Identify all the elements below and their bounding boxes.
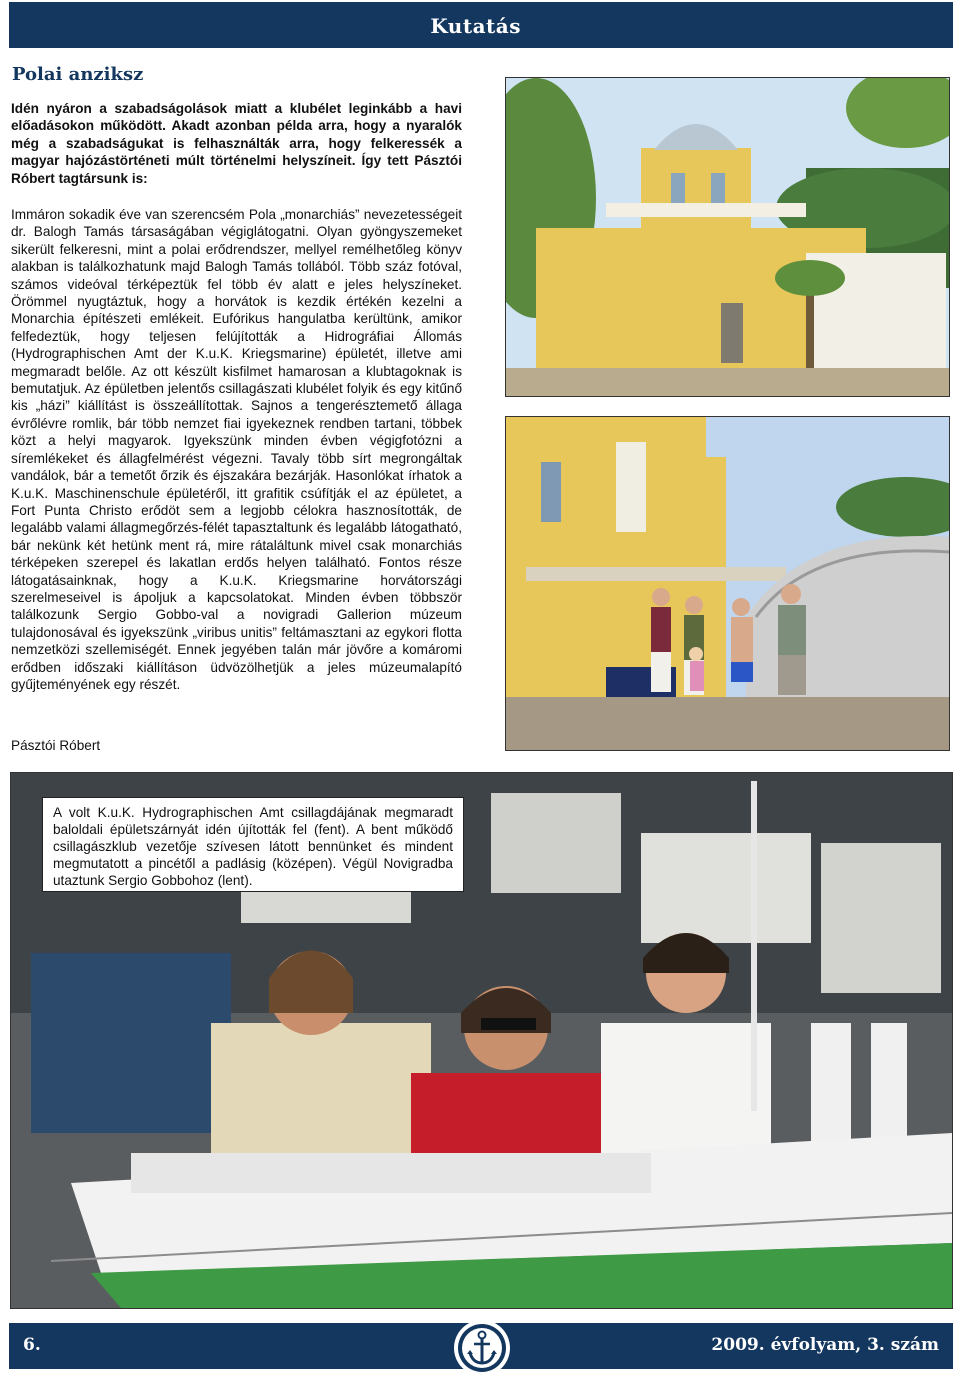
- article-title: Polai anziksz: [12, 64, 144, 85]
- group-at-observatory-photo: [505, 416, 950, 751]
- header-bar: [9, 2, 953, 48]
- article-body: Immáron sokadik éve van szerencsém Pola „monarchiás” nevezetességeit dr. Balogh Tamás társaságában végiglátogatni. Olyan gyöngyszemeket sikerült felkeresni, mint a polai erődrendszer, mellyel remélhetőleg könyv alakban is találkozhatunk majd Balogh Tamás tollából. Több száz fotóval, számos videóval térképeztük fel több év alatt e jeles helyszíneket. Örömmel nyugtáztuk, hogy a horvátok is kezdik értékén kezelni a Monarchia építészeti emlékeit. Eufórikus hangulatba kerültünk, amikor felfedeztük, hogy teljesen felújították a Hidrográfiai Állomás (Hydrographischen Amt der K.u.K. Kriegsmarine) épületét, illetve ami megmaradt belőle. Az ott készült kisfilmet hamarosan a klubtagoknak is bemutatjuk. Az épületben jelentős csillagászati klubélet folyik és egy kitűnő kis „házi” kiállítást is összeállítottak. Sajnos a tengerésztemető állaga évrőlévre romlik, bár több nemzet fiai igyekeznek rendben tartani, többek közt a helyi magyarok. Igyekszünk minden évben végigfotózni a síremlékeket és állagfelmérést végezni. Tavaly több sírt megrongáltak vandálok, bár a temetőt őrzik és éjszakára bezárják. Hasonlókat írhatok a K.u.K. Maschinenschule épületéről, itt grafitik csúfítják el az épületet, a Fort Punta Christo erődöt sem a legjobb célokra hasznosították, de legalább valami állagmegőrzés-félét tapasztaltunk és legalább látogatható, bár nekünk két hetünk ment rá, mire rátaláltunk mivel csak monarchiás térképeken szerepel és lakatlan erdős helyen található. Fontos része látogatásainknak, hogy a K.u.K. Kriegsmarine horvátországi szerelmeseivel is ápoljuk a kapcsolatokat. Minden évben többször találkozunk Sergio Gobbo-val a novigradi Gallerion múzeum tulajdonosával és igyekszünk „viribus unitis” feltámasztani az egykori flotta nemzetközi szellemiségét. Ennek jegyében talán már jövőre a komáromi erődben időszaki kiállításon üdvözölhetjük a jeles múzeumalapító gyűjteményének egy részét.: [11, 207, 462, 692]
- photo-caption: A volt K.u.K. Hydrographischen Amt csillagdájának megmaradt baloldali épületszárnyát idén újították fel (fent). A bent működő csillagászklub vezetője szívesen látott bennünket és mindent megmutatott a pincétől a padlásig (középen). Végül Novigradba utaztunk Sergio Gobbohoz (lent).: [42, 797, 464, 892]
- anchor-icon: [453, 1319, 511, 1377]
- article-intro: Idén nyáron a szabadságolások miatt a klubélet leginkább a havi előadásokon működött. Akadt azonban példa arra, hogy a nyaralók még a szabadságukat is felhasználták arra, hogy felkeressék a magyar hajózástörténeti múlt történelmi helyszíneit. Így tett Pásztói Róbert tagtársunk is:: [11, 101, 462, 186]
- observatory-building-photo: [505, 77, 950, 397]
- page-number: 6.: [23, 1335, 41, 1355]
- volume-info: 2009. évfolyam, 3. szám: [711, 1335, 939, 1355]
- footer-bar: [9, 1323, 953, 1369]
- article-author: Pásztói Róbert: [11, 738, 101, 753]
- section-title: Kutatás: [430, 14, 521, 38]
